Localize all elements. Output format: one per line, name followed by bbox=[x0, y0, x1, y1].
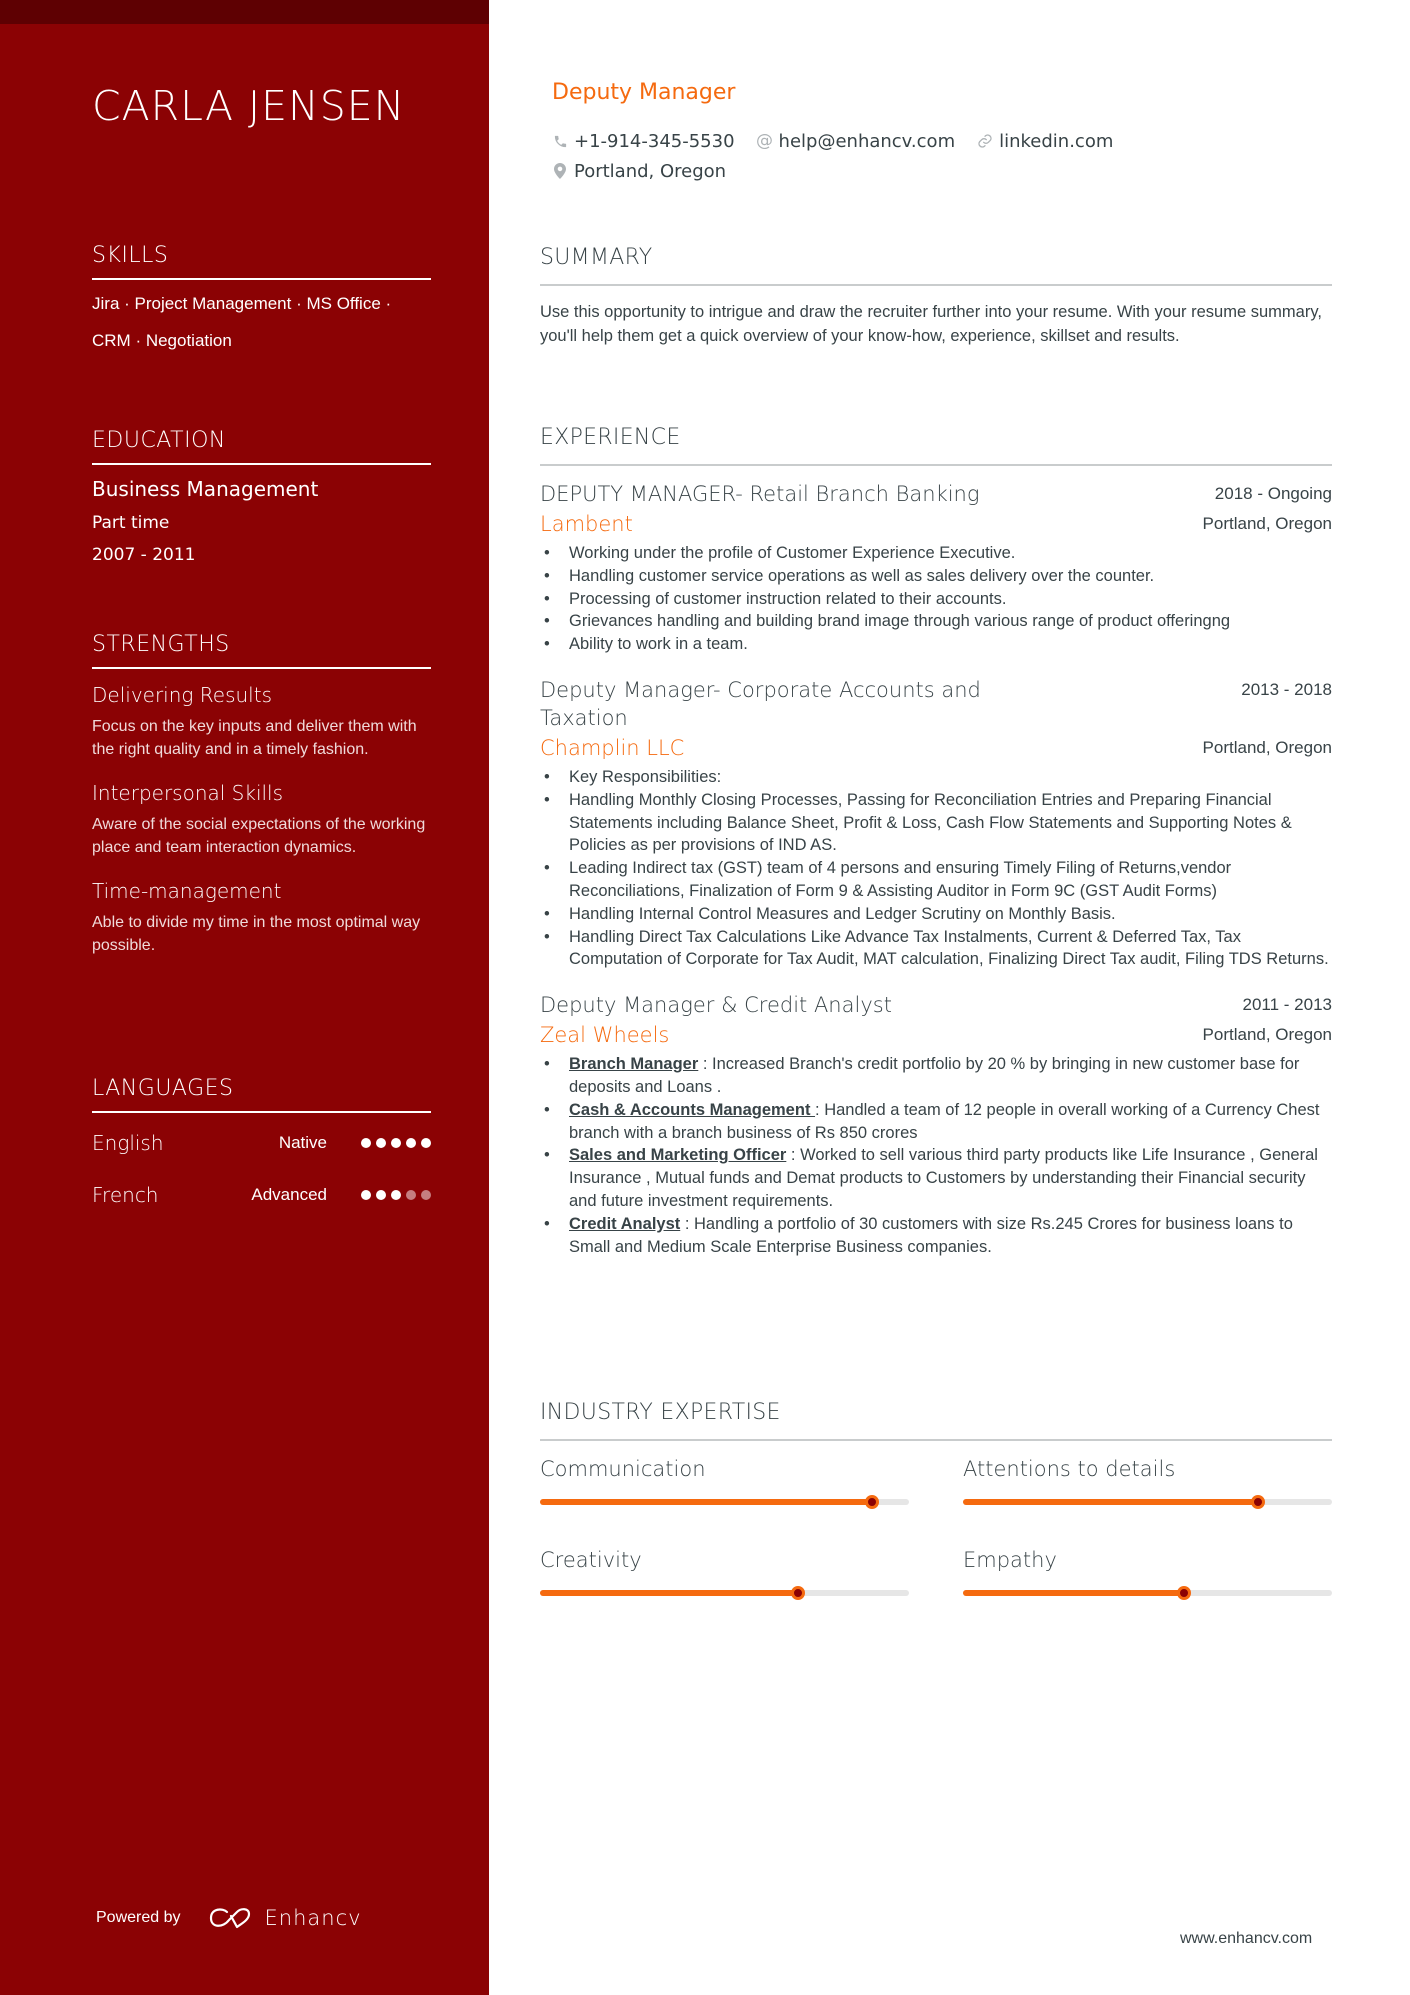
summary-text: Use this opportunity to intrigue and draw the recruiter further into your resume. With your resume summary, you'll help them get a quick overview of your know-how, experience, skillset and results. bbox=[540, 303, 1322, 345]
bullet-item bbox=[540, 1213, 1332, 1259]
strength-item bbox=[92, 879, 431, 957]
skills-line: Jira · Project Management · MS Office · bbox=[92, 294, 392, 313]
strength-description: Able to divide my time in the most optimal way possible. bbox=[92, 914, 421, 954]
bullet-item bbox=[540, 1099, 1332, 1145]
expertise-item bbox=[540, 1544, 909, 1635]
job-location: Portland, Oregon bbox=[1202, 1025, 1332, 1045]
sidebar-top-bar bbox=[0, 0, 489, 24]
language-level: Advanced bbox=[251, 1185, 327, 1204]
skills-heading: SKILLS bbox=[92, 243, 431, 280]
job-bullets bbox=[540, 766, 1332, 971]
brand-name: Enhancv bbox=[264, 1906, 362, 1930]
bullet-item: • Grievances handling and building brand image through various range of product offeringng bbox=[540, 610, 1332, 633]
company-name: Champlin LLC bbox=[540, 735, 685, 760]
summary-section bbox=[540, 245, 1332, 348]
expertise-slider bbox=[540, 1590, 909, 1596]
expertise-item bbox=[540, 1453, 909, 1544]
languages-heading: LANGUAGES bbox=[92, 1076, 431, 1113]
bullet-item: • Leading Indirect tax (GST) team of 4 persons and ensuring Timely Filing of Returns,vendor Reconciliations, Finalization of Form 9 & Assisting Auditor in Form 9C (GST Audit Forms) bbox=[540, 857, 1332, 903]
strengths-section bbox=[92, 632, 431, 957]
location-value: Portland, Oregon bbox=[574, 160, 727, 182]
slider-fill bbox=[963, 1499, 1258, 1505]
bullet-text: : Worked to sell various third party products like Life Insurance , General Insurance , Mutual funds and Demat products to Customers by understanding their Financial security and future investment requirements. bbox=[569, 1146, 1318, 1210]
email-value: help@enhancv.com bbox=[778, 130, 956, 152]
bullet-item: • Working under the profile of Customer Experience Executive. bbox=[540, 542, 1332, 565]
language-row bbox=[92, 1169, 431, 1221]
slider-knob-icon bbox=[1251, 1495, 1265, 1509]
dot-filled-icon bbox=[376, 1190, 386, 1200]
expertise-slider bbox=[540, 1499, 909, 1505]
bullet-lead: Cash & Accounts Management bbox=[569, 1100, 816, 1119]
languages-section bbox=[92, 1076, 431, 1221]
education-type: Part time bbox=[92, 513, 170, 533]
strength-description: Aware of the social expectations of the working place and team interaction dynamics. bbox=[92, 816, 426, 856]
brand-logo[interactable] bbox=[207, 1906, 362, 1930]
bullet-item: • Processing of customer instruction related to their accounts. bbox=[540, 588, 1332, 611]
bullet-text: : Increased Branch's credit portfolio by 20 % by bringing in new customer base for deposits and Loans . bbox=[569, 1055, 1300, 1096]
bullet-item: • Handling Internal Control Measures and Ledger Scrutiny on Monthly Basis. bbox=[540, 903, 1332, 926]
phone-value: +1-914-345-5530 bbox=[574, 130, 735, 152]
bullet-lead: Branch Manager bbox=[569, 1055, 699, 1074]
bullet-item bbox=[540, 1053, 1332, 1099]
strength-title: Delivering Results bbox=[92, 683, 272, 707]
bullet-text: : Handled a team of 12 people in overall working of a Currency Chest branch with a branch business of Rs 850 crores bbox=[569, 1100, 1320, 1142]
link-icon bbox=[977, 133, 993, 149]
dot-filled-icon bbox=[391, 1190, 401, 1200]
experience-heading: EXPERIENCE bbox=[540, 425, 1332, 466]
dot-filled-icon bbox=[406, 1138, 416, 1148]
skills-line: CRM · Negotiation bbox=[92, 331, 232, 350]
link-value: linkedin.com bbox=[999, 130, 1114, 152]
job-entry bbox=[540, 676, 1332, 971]
job-dates: 2013 - 2018 bbox=[1241, 679, 1332, 699]
expertise-label: Creativity bbox=[540, 1548, 642, 1572]
at-icon: @ bbox=[756, 131, 774, 151]
slider-knob-icon bbox=[1177, 1586, 1191, 1600]
education-section bbox=[92, 428, 431, 565]
powered-by-footer bbox=[96, 1906, 362, 1930]
skills-section bbox=[92, 243, 431, 360]
slider-fill bbox=[540, 1499, 872, 1505]
bullet-item: • Ability to work in a team. bbox=[540, 633, 1332, 656]
bullet-item: • Handling Monthly Closing Processes, Passing for Reconciliation Entries and Preparing Financial Statements including Balance Sheet, Profit & Loss, Cash Flow Statements and Supporting Notes & Policies as per provisions of IND AS. bbox=[540, 789, 1332, 857]
map-pin-icon bbox=[552, 163, 568, 179]
slider-knob-icon bbox=[791, 1586, 805, 1600]
bullet-item: • Key Responsibilities: bbox=[540, 766, 1332, 789]
company-name: Zeal Wheels bbox=[540, 1023, 670, 1048]
expertise-item bbox=[963, 1544, 1332, 1635]
strengths-heading: STRENGTHS bbox=[92, 632, 431, 669]
dot-filled-icon bbox=[421, 1138, 431, 1148]
email-contact[interactable] bbox=[757, 131, 956, 152]
experience-section bbox=[540, 425, 1332, 1258]
language-row bbox=[92, 1117, 431, 1169]
expertise-label: Empathy bbox=[963, 1548, 1057, 1572]
dot-filled-icon bbox=[361, 1190, 371, 1200]
skills-list bbox=[92, 284, 431, 360]
contact-row bbox=[552, 156, 1312, 186]
expertise-label: Attentions to details bbox=[963, 1457, 1176, 1481]
expertise-label: Communication bbox=[540, 1457, 706, 1481]
proficiency-dots bbox=[361, 1138, 431, 1148]
proficiency-dots bbox=[361, 1190, 431, 1200]
location-contact bbox=[552, 161, 726, 182]
dot-filled-icon bbox=[376, 1138, 386, 1148]
website-link[interactable]: www.enhancv.com bbox=[1180, 1930, 1313, 1947]
job-entry bbox=[540, 991, 1332, 1258]
job-dates: 2011 - 2013 bbox=[1242, 995, 1332, 1015]
expertise-slider bbox=[963, 1590, 1332, 1596]
dot-empty-icon bbox=[406, 1190, 416, 1200]
strength-title: Interpersonal Skills bbox=[92, 781, 284, 805]
job-title: DEPUTY MANAGER- Retail Branch Banking bbox=[540, 482, 980, 506]
education-heading: EDUCATION bbox=[92, 428, 431, 465]
bullet-lead: Credit Analyst bbox=[569, 1214, 681, 1233]
expertise-item bbox=[963, 1453, 1332, 1544]
summary-heading: SUMMARY bbox=[540, 245, 1332, 286]
job-title: Deputy Manager- Corporate Accounts and Taxation bbox=[540, 677, 981, 730]
slider-fill bbox=[540, 1590, 798, 1596]
strength-title: Time-management bbox=[92, 879, 282, 903]
dot-filled-icon bbox=[391, 1138, 401, 1148]
education-degree: Business Management bbox=[92, 477, 319, 501]
slider-fill bbox=[963, 1590, 1184, 1596]
job-bullets bbox=[540, 542, 1332, 656]
language-level: Native bbox=[278, 1133, 327, 1152]
expertise-slider bbox=[963, 1499, 1332, 1505]
company-name: Lambent bbox=[540, 512, 633, 536]
education-years: 2007 - 2011 bbox=[92, 545, 196, 565]
candidate-name: CARLA JENSEN bbox=[92, 82, 406, 130]
dot-filled-icon bbox=[361, 1138, 371, 1148]
job-location: Portland, Oregon bbox=[1202, 737, 1332, 757]
link-contact[interactable] bbox=[977, 131, 1113, 152]
industry-expertise-section bbox=[540, 1400, 1332, 1635]
job-title-header: Deputy Manager bbox=[552, 80, 736, 105]
strength-description: Focus on the key inputs and deliver them with the right quality and in a timely fashion. bbox=[92, 718, 417, 758]
industry-expertise-heading: INDUSTRY EXPERTISE bbox=[540, 1400, 1332, 1441]
language-name: French bbox=[92, 1183, 159, 1207]
job-location: Portland, Oregon bbox=[1202, 514, 1332, 533]
job-dates: 2018 - Ongoing bbox=[1214, 484, 1332, 503]
bullet-item: • Handling Direct Tax Calculations Like Advance Tax Instalments, Current & Deferred Tax, Tax Computation of Corporate for Tax Audit, MAT calculation, Finalizing Direct Tax audit, Filing TDS Returns. bbox=[540, 926, 1332, 972]
contact-info bbox=[552, 126, 1312, 186]
bullet-lead: Sales and Marketing Officer bbox=[569, 1146, 787, 1165]
dot-empty-icon bbox=[421, 1190, 431, 1200]
enhancv-logo-icon bbox=[207, 1906, 253, 1930]
powered-by-label: Powered by bbox=[96, 1909, 181, 1926]
phone-contact[interactable] bbox=[552, 131, 735, 152]
phone-icon bbox=[552, 133, 568, 149]
sidebar bbox=[0, 0, 489, 1995]
bullet-item bbox=[540, 1144, 1332, 1212]
job-entry bbox=[540, 480, 1332, 656]
strength-item bbox=[92, 781, 431, 859]
bullet-text: : Handling a portfolio of 30 customers with size Rs.245 Crores for business loans to Small and Medium Scale Enterprise Business companies. bbox=[569, 1214, 1293, 1256]
job-title: Deputy Manager & Credit Analyst bbox=[540, 993, 892, 1018]
bullet-item: • Handling customer service operations as well as sales delivery over the counter. bbox=[540, 565, 1332, 588]
slider-knob-icon bbox=[865, 1495, 879, 1509]
language-name: English bbox=[92, 1131, 164, 1155]
strength-item bbox=[92, 683, 431, 761]
job-bullets bbox=[540, 1053, 1332, 1258]
contact-row bbox=[552, 126, 1312, 156]
